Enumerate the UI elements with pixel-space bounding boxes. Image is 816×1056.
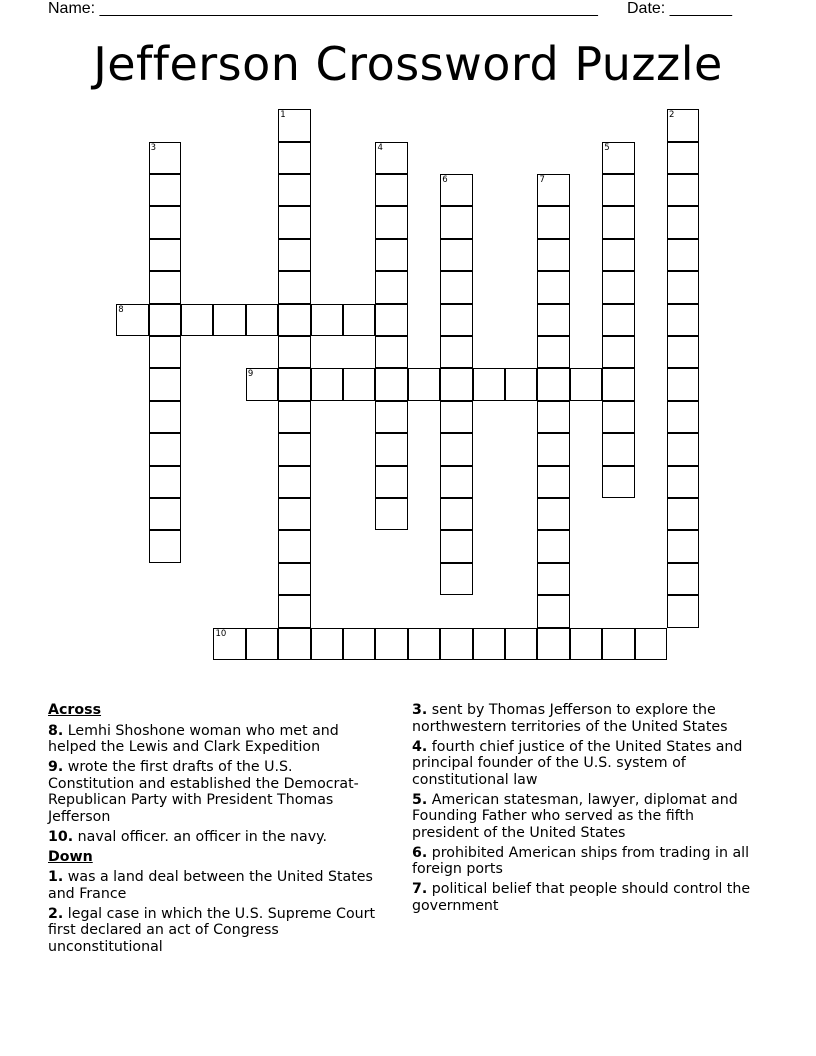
grid-cell[interactable] [667, 498, 699, 530]
name-field[interactable]: Name: ________________________________________________________ [48, 0, 598, 17]
grid-cell[interactable] [602, 142, 634, 174]
grid-cell[interactable] [602, 174, 634, 206]
grid-cell[interactable] [149, 433, 181, 465]
clue-number: 5. [412, 791, 428, 808]
grid-cell[interactable] [667, 109, 699, 141]
grid-cell[interactable] [116, 304, 148, 336]
grid-cell[interactable] [149, 174, 181, 206]
clue-number: 2. [48, 905, 64, 922]
clue-down-4 [412, 739, 762, 789]
grid-cell[interactable] [667, 142, 699, 174]
clue-down-3 [412, 702, 762, 735]
grid-cell[interactable] [149, 271, 181, 303]
grid-cell[interactable] [375, 271, 407, 303]
clue-number-label: 5 [604, 142, 610, 153]
clue-number-label: 2 [669, 110, 675, 121]
clue-number: 10. [48, 828, 74, 845]
grid-cell[interactable] [667, 433, 699, 465]
date-field[interactable]: Date: _______ [627, 0, 732, 17]
grid-cell[interactable] [278, 271, 310, 303]
grid-cell[interactable] [667, 206, 699, 238]
grid-cell[interactable] [537, 304, 569, 336]
clue-text: American statesman, lawyer, diplomat and Founding Father who served as the fifth president of the United States [412, 791, 738, 841]
clue-down-6 [412, 845, 762, 878]
grid-cell[interactable] [278, 174, 310, 206]
grid-cell[interactable] [602, 206, 634, 238]
grid-cell[interactable] [246, 304, 278, 336]
clue-number-label: 7 [539, 175, 545, 186]
clue-number-label: 3 [150, 142, 157, 153]
grid-cell[interactable] [149, 530, 181, 562]
grid-cell[interactable] [375, 336, 407, 368]
grid-cell[interactable] [246, 628, 278, 660]
clue-number-label: 10 [215, 628, 227, 639]
grid-cell[interactable] [440, 206, 472, 238]
grid-cell[interactable] [537, 530, 569, 562]
grid-cell[interactable] [149, 498, 181, 530]
grid-cell[interactable] [667, 336, 699, 368]
clue-text: political belief that people should control the government [412, 881, 751, 914]
grid-cell[interactable] [149, 142, 181, 174]
grid-cell[interactable] [375, 628, 407, 660]
clue-number: 3. [412, 702, 428, 718]
grid-cell[interactable] [537, 368, 569, 400]
grid-cell[interactable] [537, 563, 569, 595]
clue-number-label: 8 [118, 304, 124, 315]
grid-cell[interactable] [278, 109, 310, 141]
grid-cell[interactable] [602, 368, 634, 400]
grid-cell[interactable] [440, 239, 472, 271]
grid-cell[interactable] [311, 304, 343, 336]
clue-across-8 [48, 723, 378, 756]
grid-cell[interactable] [149, 401, 181, 433]
grid-cell[interactable] [635, 628, 667, 660]
grid-cell[interactable] [537, 466, 569, 498]
grid-cell[interactable] [667, 368, 699, 400]
grid-cell[interactable] [602, 466, 634, 498]
grid-cell[interactable] [440, 271, 472, 303]
grid-cell[interactable] [602, 336, 634, 368]
clue-number: 9. [48, 759, 64, 775]
clue-text: Lemhi Shoshone woman who met and helped the Lewis and Clark Expedition [48, 722, 339, 755]
clue-number: 4. [412, 738, 428, 755]
grid-cell[interactable] [505, 368, 537, 400]
clue-number-label: 1 [280, 110, 286, 121]
grid-cell[interactable] [505, 628, 537, 660]
grid-cell[interactable] [667, 530, 699, 562]
grid-cell[interactable] [375, 239, 407, 271]
grid-cell[interactable] [149, 304, 181, 336]
across-heading: Across [48, 702, 102, 718]
page-title: Jefferson Crossword Puzzle [93, 37, 723, 91]
clue-down-2 [48, 906, 378, 956]
grid-cell[interactable] [278, 239, 310, 271]
grid-cell[interactable] [311, 368, 343, 400]
grid-cell[interactable] [278, 433, 310, 465]
grid-cell[interactable] [440, 628, 472, 660]
grid-cell[interactable] [408, 628, 440, 660]
grid-cell[interactable] [278, 142, 310, 174]
grid-cell[interactable] [278, 466, 310, 498]
grid-cell[interactable] [537, 628, 569, 660]
grid-cell[interactable] [440, 304, 472, 336]
clue-number: 6. [412, 844, 428, 861]
clues-right-column [412, 702, 762, 918]
grid-cell[interactable] [440, 401, 472, 433]
clue-across-10 [48, 829, 378, 846]
clue-down-1 [48, 869, 378, 902]
grid-cell[interactable] [667, 271, 699, 303]
clue-number: 1. [48, 869, 64, 885]
grid-cell[interactable] [667, 401, 699, 433]
grid-cell[interactable] [440, 174, 472, 206]
grid-cell[interactable] [375, 401, 407, 433]
clue-number: 7. [412, 881, 428, 897]
grid-cell[interactable] [278, 628, 310, 660]
grid-cell[interactable] [149, 368, 181, 400]
grid-cell[interactable] [278, 206, 310, 238]
grid-cell[interactable] [602, 433, 634, 465]
grid-cell[interactable] [375, 142, 407, 174]
clue-down-7 [412, 881, 762, 914]
clue-number-label: 6 [442, 175, 448, 186]
grid-cell[interactable] [440, 563, 472, 595]
grid-cell[interactable] [343, 304, 375, 336]
grid-cell[interactable] [440, 530, 472, 562]
grid-cell[interactable] [667, 304, 699, 336]
grid-cell[interactable] [602, 271, 634, 303]
grid-cell[interactable] [149, 239, 181, 271]
grid-cell[interactable] [181, 304, 213, 336]
grid-cell[interactable] [440, 466, 472, 498]
grid-cell[interactable] [278, 563, 310, 595]
grid-cell[interactable] [602, 628, 634, 660]
grid-cell[interactable] [375, 304, 407, 336]
grid-cell[interactable] [149, 466, 181, 498]
grid-cell[interactable] [440, 498, 472, 530]
grid-cell[interactable] [537, 174, 569, 206]
grid-cell[interactable] [375, 368, 407, 400]
grid-cell[interactable] [278, 368, 310, 400]
grid-cell[interactable] [537, 239, 569, 271]
grid-cell[interactable] [343, 628, 375, 660]
grid-cell[interactable] [602, 304, 634, 336]
grid-cell[interactable] [278, 401, 310, 433]
clues-left-column [48, 702, 378, 959]
grid-cell[interactable] [440, 336, 472, 368]
grid-cell[interactable] [570, 368, 602, 400]
clue-down-5 [412, 792, 762, 842]
grid-cell[interactable] [375, 174, 407, 206]
grid-cell[interactable] [440, 433, 472, 465]
grid-cell[interactable] [375, 498, 407, 530]
grid-cell[interactable] [408, 368, 440, 400]
grid-cell[interactable] [343, 368, 375, 400]
clue-text: was a land deal between the United States and France [48, 869, 373, 902]
down-heading: Down [48, 848, 93, 865]
grid-cell[interactable] [537, 271, 569, 303]
clue-text: legal case in which the U.S. Supreme Court first declared an act of Congress unconstitutional [48, 905, 376, 955]
grid-cell[interactable] [537, 433, 569, 465]
grid-cell[interactable] [473, 368, 505, 400]
clue-number-label: 4 [377, 142, 383, 153]
grid-cell[interactable] [213, 304, 245, 336]
clue-text: naval officer. an officer in the navy. [77, 828, 328, 845]
grid-cell[interactable] [667, 174, 699, 206]
clue-text: sent by Thomas Jefferson to explore the northwestern territories of the United States [412, 702, 728, 735]
grid-cell[interactable] [667, 239, 699, 271]
grid-cell[interactable] [537, 401, 569, 433]
clue-number: 8. [48, 722, 64, 739]
grid-cell[interactable] [667, 595, 699, 627]
grid-cell[interactable] [149, 336, 181, 368]
grid-cell[interactable] [375, 433, 407, 465]
grid-cell[interactable] [667, 466, 699, 498]
grid-cell[interactable] [213, 628, 245, 660]
grid-cell[interactable] [570, 628, 602, 660]
grid-cell[interactable] [278, 530, 310, 562]
grid-cell[interactable] [473, 628, 505, 660]
clue-text: prohibited American ships from trading in all foreign ports [412, 844, 750, 877]
clue-text: fourth chief justice of the United States and principal founder of the U.S. system of constitutional law [412, 738, 743, 788]
clue-text: wrote the first drafts of the U.S. Constitution and established the Democrat-Republican Party with President Thomas Jefferson [48, 759, 359, 825]
grid-cell[interactable] [375, 206, 407, 238]
grid-cell[interactable] [278, 336, 310, 368]
grid-cell[interactable] [537, 206, 569, 238]
grid-cell[interactable] [602, 239, 634, 271]
grid-cell[interactable] [537, 336, 569, 368]
grid-cell[interactable] [311, 628, 343, 660]
grid-cell[interactable] [667, 563, 699, 595]
grid-cell[interactable] [602, 401, 634, 433]
grid-cell[interactable] [375, 466, 407, 498]
grid-cell[interactable] [440, 368, 472, 400]
clue-number-label: 9 [247, 369, 254, 380]
grid-cell[interactable] [537, 595, 569, 627]
grid-cell[interactable] [278, 498, 310, 530]
grid-cell[interactable] [537, 498, 569, 530]
grid-cell[interactable] [278, 595, 310, 627]
grid-cell[interactable] [246, 368, 278, 400]
grid-cell[interactable] [278, 304, 310, 336]
grid-cell[interactable] [149, 206, 181, 238]
clue-across-9 [48, 759, 378, 825]
